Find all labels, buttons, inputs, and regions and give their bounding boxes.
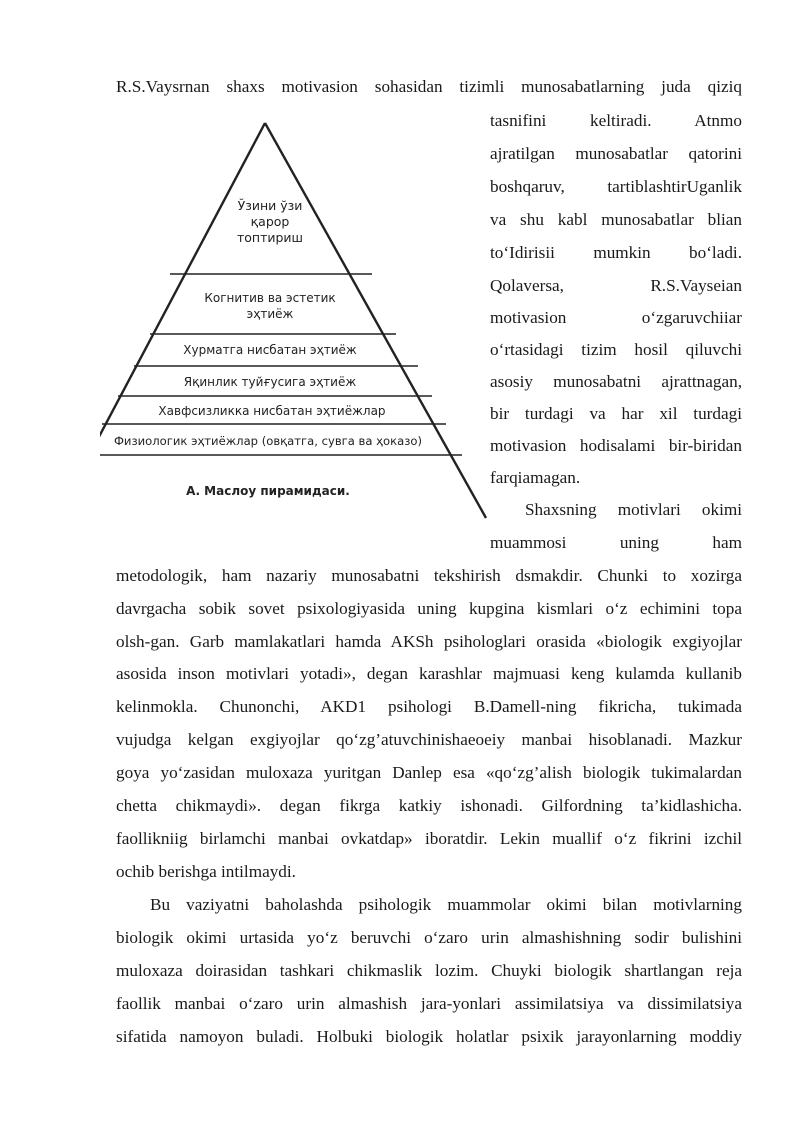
side-line-7: motivasion o‘zgaruvchiiar	[490, 308, 742, 327]
pyramid-left-edge	[100, 123, 265, 518]
p2-line-2: biologik okimi urtasida yo‘z beruvchi o‘zaro urin almashishning sodir bulishini	[116, 928, 742, 947]
side-line-14: muammosi uning ham	[490, 533, 742, 552]
p1-line-7: goya yo‘zasidan muloxaza yuritgan Danlep esa «qo‘zg’alish biologik tukimalardan	[116, 763, 742, 782]
level-1-line-3: топтириш	[236, 230, 304, 245]
p1-line-1: metodologik, ham nazariy munosabatni tekshirish dsmakdir. Chunki to xozirga	[116, 566, 742, 585]
side-line-11: motivasion hodisalami bir-biridan	[490, 436, 742, 455]
level-5-text: Хавфсизликка нисбатан эҳтиёжлар	[158, 404, 386, 418]
side-line-9: asosiy munosabatni ajrattnagan,	[490, 372, 742, 391]
p2-line-3: muloxaza doirasidan tashkari chikmaslik lozim. Chuyki biologik shartlangan reja	[116, 961, 742, 980]
level-4-text: Яқинлик туйғусига эҳтиёж	[183, 375, 357, 389]
level-1-line-2: қарор	[250, 214, 290, 229]
p2-line-1: Bu vaziyatni baholashda psihologik muammolar okimi bilan motivlarning	[150, 895, 742, 914]
pyramid-right-edge	[265, 123, 486, 518]
p1-line-8: chetta chikmaydi». degan fikrga katkiy ishonadi. Gilfordning ta’kidlashicha.	[116, 796, 742, 815]
pyramid-svg	[100, 118, 488, 528]
p1-line-10: ochib berishga intilmaydi.	[116, 862, 296, 881]
side-line-3: boshqaruv, tartiblashtirUganlik	[490, 177, 742, 196]
side-line-12: farqiamagan.	[490, 468, 581, 487]
level-2-line-2: эҳтиёж	[246, 307, 294, 321]
maslow-pyramid-figure	[100, 118, 488, 528]
side-line-8: o‘rtasidagi tizim hosil qiluvchi	[490, 340, 742, 359]
side-line-4: va shu kabl munosabatlar blian	[490, 210, 742, 229]
figure-caption: А. Маслоу пирамидаси.	[186, 484, 350, 498]
side-line-1: tasnifini keltiradi. Atnmo	[490, 111, 742, 130]
level-3-text: Хурматга нисбатан эҳтиёж	[183, 343, 357, 357]
p1-line-9: faollikniig birlamchi manbai ovkatdap» iboratdir. Lekin muallif o‘z fikrini izchil	[116, 829, 742, 848]
level-1-line-1: Ўзини ўзи	[237, 198, 303, 213]
side-line-2: ajratilgan munosabatlar qatorini	[490, 144, 742, 163]
side-line-5: to‘Idirisii mumkin bo‘ladi.	[490, 243, 742, 262]
side-line-10: bir turdagi va har xil turdagi	[490, 404, 742, 423]
p1-line-3: olsh-gan. Garb mamlakatlari hamda AKSh psihologlari orasida «biologik exgiyojlar	[116, 632, 742, 651]
p1-line-4: asosida inson motivlari yotadi», degan karashlar majmuasi keng kulamda kullanib	[116, 664, 742, 683]
p1-line-5: kelinmokla. Chunonchi, AKD1 psihologi B.Damell-ning fikricha, tukimada	[116, 697, 742, 716]
p2-line-4: faollik manbai o‘zaro urin almashish jara-yonlari assimilatsiya va dissimilatsiya	[116, 994, 742, 1013]
level-2-line-1: Когнитив ва эстетик	[204, 291, 336, 305]
side-line-13: Shaxsning motivlari okimi	[525, 500, 742, 519]
intro-line: R.S.Vaysrnan shaxs motivasion sohasidan tizimli munosabatlarning juda qiziq	[116, 77, 742, 96]
side-line-6: Qolaversa, R.S.Vayseian	[490, 276, 742, 295]
p1-line-2: davrgacha sobik sovet psixologiyasida uning kupgina kismlari o‘z echimini topa	[116, 599, 742, 618]
p2-line-5: sifatida namoyon buladi. Holbuki biologik holatlar psixik jarayonlarning moddiy	[116, 1027, 742, 1046]
level-6-text: Физиологик эҳтиёжлар (овқатга, сувга ва ҳоказо)	[113, 434, 423, 448]
p1-line-6: vujudga kelgan exgiyojlar qo‘zg’atuvchinishaeoeiy manbai hisoblanadi. Mazkur	[116, 730, 742, 749]
